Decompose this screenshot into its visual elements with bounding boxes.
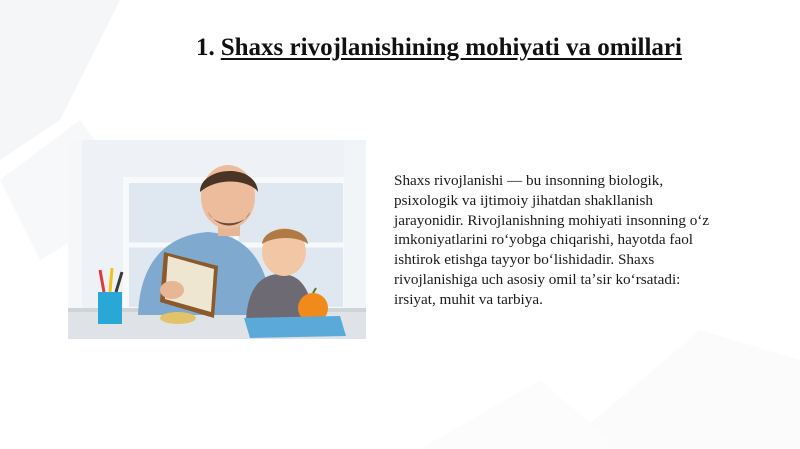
body-paragraph: Shaxs rivojlanishi — bu insonning biologik, psixologik va ijtimoiy jihatdan shakllanish jarayonidir. Rivojlanishning mohiyati insonning oʻz imkoniyatlarini roʻyobga chiqarishi, hayotda faol ishtirok etishga tayyor boʻlishidadir. Shaxs rivojlanishiga uch asosiy omil taʼsir koʻrsatadi: irsiyat, muhit va tarbiya. (394, 172, 710, 308)
title-text: Shaxs rivojlanishining mohiyati va omillari (220, 34, 682, 61)
title-number: 1. (196, 34, 215, 61)
photo-father-reading-with-child (68, 140, 366, 339)
slide-title (196, 34, 756, 62)
